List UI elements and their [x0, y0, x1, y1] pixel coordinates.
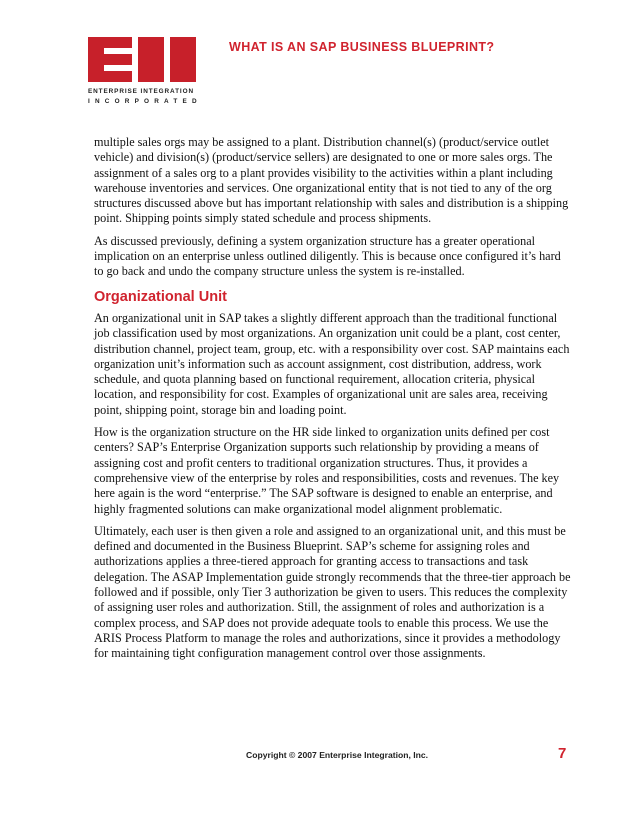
body-paragraph: An organizational unit in SAP takes a slightly different approach than the traditional functional job classification used by most organizations. An organization unit could be a plant, cost center, distribution channel, project team, group, etc. with a responsibility over cost. SAP maintains each organization unit’s information such as account assignment, cost distribution, address, work schedule, and quota planning based on functional requirement, allocation criteria, physical location, and responsibility for cost. Examples of organizational unit are sales area, receiving point, shipping point, storage bin and loading point. [94, 310, 570, 417]
logo-letter-e [88, 37, 132, 82]
logo-letter-i [170, 37, 196, 82]
page-number: 7 [558, 745, 567, 762]
logo-text-line2: INCORPORATED [88, 98, 202, 105]
logo-mark [88, 37, 196, 82]
body-paragraph: How is the organization structure on the HR side linked to organization units defined per cost centers? SAP’s Enterprise Organization supports such relationship by providing a means of assigning cost and profit centers to traditional organization structures. Thus, it provides a comprehensive view of the enterprise by roles and responsibilities, costs and revenues. The key here again is the word “enterprise.” The SAP software is designed to enable an enterprise, and highly fragmented solutions can make organizational model alignment problematic. [94, 425, 560, 516]
body-paragraph: As discussed previously, defining a system organization structure has a greater operational implication on an enterprise unless outlined diligently. This is because once configured it’s hard to go back and undo the company structure unless the system is re-installed. [94, 233, 561, 279]
logo-letter-i [138, 37, 164, 82]
document-body [94, 135, 572, 669]
body-paragraph: Ultimately, each user is then given a role and assigned to an organizational unit, and this must be defined and documented in the Business Blueprint. SAP’s scheme for assigning roles and authorizations applies a three-tiered approach for granting access to transactions and task delegation. The ASAP Implementation guide strongly recommends that the three-tier approach be followed and if possible, only Tier 3 authorization be given to users. This reduces the complexity of assigning user roles and authorization. Still, the assignment of roles and authorization is a complex process, and SAP does not provide adequate tools to enable this process. We use the ARIS Process Platform to manage the roles and authorizations, since it provides a methodology for maintaining tight configuration management control over those assignments. [94, 523, 571, 661]
page-header-title: WHAT IS AN SAP BUSINESS BLUEPRINT? [229, 40, 495, 54]
body-paragraph: multiple sales orgs may be assigned to a plant. Distribution channel(s) (product/service outlet vehicle) and division(s) (product/service sellers) are designated to one or more sales orgs. The assignment of a sales org to a plant provides visibility to the activities within a plant including warehouse inventories and services. One organizational entity that is not tied to any of the org structures discussed above but has important relationship with sales and distribution is a shipping point. Shipping points simply stated schedule and process shipments. [94, 135, 569, 226]
footer-copyright: Copyright © 2007 Enterprise Integration, Inc. [246, 750, 429, 760]
company-logo [88, 37, 202, 105]
section-heading: Organizational Unit [94, 288, 227, 305]
logo-text-line1: ENTERPRISE INTEGRATION [88, 88, 194, 95]
